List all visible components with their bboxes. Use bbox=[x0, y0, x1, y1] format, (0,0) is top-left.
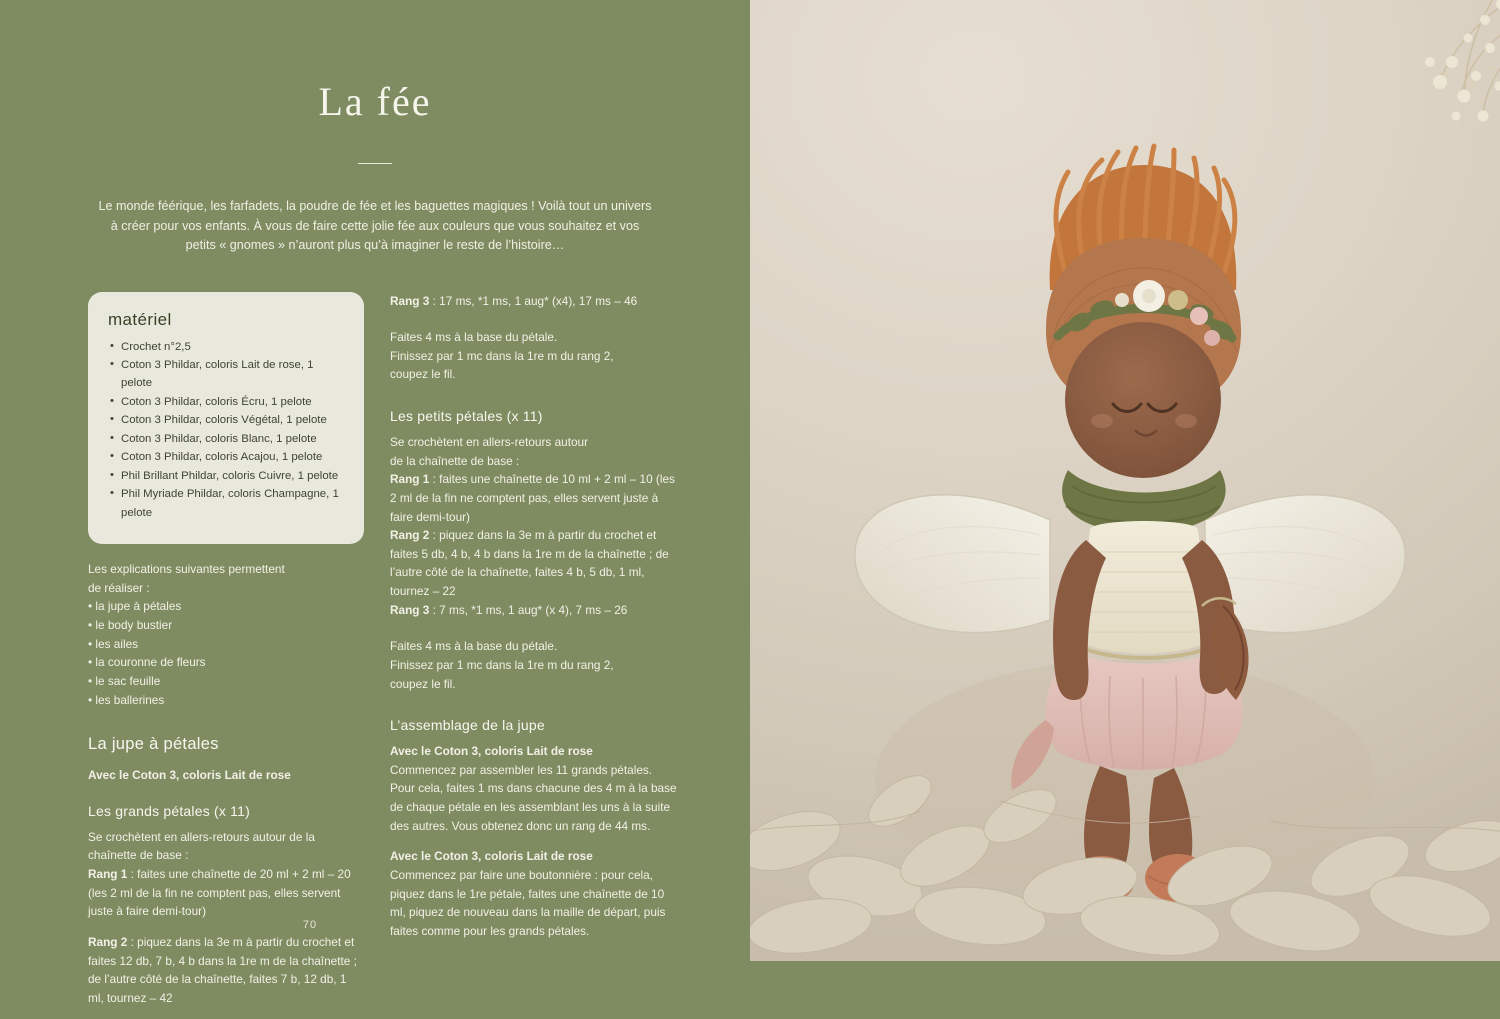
rang-text: : 17 ms, *1 ms, 1 aug* (x4), 17 ms – 46 bbox=[429, 294, 637, 308]
finish-line-2: Finissez par 1 mc dans la 1re m du rang 2, bbox=[390, 347, 680, 366]
list-item: • Coton 3 Phildar, coloris Blanc, 1 pelote bbox=[108, 430, 344, 448]
skirt-yarn-note: Avec le Coton 3, coloris Lait de rose bbox=[88, 766, 364, 785]
intro-paragraph: Le monde féérique, les farfadets, la poudre de fée et les baguettes magiques ! Voilà tout un univers à créer pour vos enfants. À vous de faire cette jolie fée aux couleurs que vous souhaitez et vos petits « gnomes » n’auront plus qu’à imaginer le reste de l’histoire… bbox=[95, 197, 655, 256]
rang-label: Rang 2 bbox=[390, 528, 429, 542]
subsection-heading-assembly: L’assemblage de la jupe bbox=[390, 717, 680, 733]
explanations-intro-line-1: Les explications suivantes permettent bbox=[88, 560, 364, 579]
assembly-yarn-note-2: Avec le Coton 3, coloris Lait de rose bbox=[390, 847, 680, 866]
subsection-heading-big-petals: Les grands pétales (x 11) bbox=[88, 803, 364, 819]
finish-block-1 bbox=[390, 328, 680, 384]
rang-label: Rang 3 bbox=[390, 294, 429, 308]
explanations-block bbox=[88, 560, 364, 709]
rang-label: Rang 1 bbox=[88, 867, 127, 881]
explanations-list bbox=[88, 597, 364, 709]
assembly-text-1: Commencez par assembler les 11 grands pétales. Pour cela, faites 1 ms dans chacune des 4 m à la base de chaque pétale en les assemblant les uns à la suite des autres. Vous obtenez donc un rang de 44 ms. bbox=[390, 761, 680, 836]
rang-text: : faites une chaînette de 10 ml + 2 ml – 10 (les 2 ml de la fin ne comptent pas, elles servent juste à faire demi-tour) bbox=[390, 472, 675, 523]
doll-face bbox=[1065, 322, 1221, 478]
material-heading: matériel bbox=[108, 310, 344, 330]
subsection-heading-small-petals: Les petits pétales (x 11) bbox=[390, 408, 680, 424]
finish-line-1: Faites 4 ms à la base du pétale. bbox=[390, 328, 680, 347]
list-item: • les ballerines bbox=[88, 691, 364, 710]
assembly-yarn-note-1: Avec le Coton 3, coloris Lait de rose bbox=[390, 742, 680, 761]
list-item: • la jupe à pétales bbox=[88, 597, 364, 616]
page-number-wrap bbox=[0, 919, 750, 931]
explanations-intro-line-2: de réaliser : bbox=[88, 579, 364, 598]
big-petals-intro-line-1: Se crochètent en allers-retours autour de la bbox=[88, 828, 364, 847]
list-item: • Coton 3 Phildar, coloris Écru, 1 pelote bbox=[108, 393, 344, 411]
bodice bbox=[1076, 521, 1212, 654]
rang-text: : faites une chaînette de 20 ml + 2 ml – 20 (les 2 ml de la fin ne comptent pas, elles servent juste à faire demi-tour) bbox=[88, 867, 351, 918]
column-left bbox=[88, 292, 364, 1019]
small-petals-rang-2 bbox=[390, 526, 680, 601]
dried-leaves-pile bbox=[750, 681, 1500, 961]
list-item: • le body bustier bbox=[88, 616, 364, 635]
rang-label: Rang 1 bbox=[390, 472, 429, 486]
list-item: • Coton 3 Phildar, coloris Végétal, 1 pelote bbox=[108, 411, 344, 429]
title-divider bbox=[358, 163, 392, 164]
finish-line-3: coupez le fil. bbox=[390, 675, 680, 694]
rang-label: Rang 3 bbox=[390, 603, 429, 617]
list-item: • la couronne de fleurs bbox=[88, 653, 364, 672]
left-page bbox=[0, 0, 750, 961]
rang3-big-petals bbox=[390, 292, 680, 311]
small-petals-rang-3 bbox=[390, 601, 680, 620]
finish-line-3: coupez le fil. bbox=[390, 365, 680, 384]
section-heading-skirt: La jupe à pétales bbox=[88, 735, 364, 754]
list-item: • Phil Myriade Phildar, coloris Champagne, 1 pelote bbox=[108, 485, 344, 522]
finish-line-2: Finissez par 1 mc dans la 1re m du rang 2, bbox=[390, 656, 680, 675]
rang-text: : piquez dans la 3e m à partir du crochet et faites 5 db, 4 b, 4 b dans la 1re m de la chaînette ; de l’autre côté de la chaînette, faites 4 b, 5 db, 1 ml, tournez – 22 bbox=[390, 528, 669, 598]
list-item: • Phil Brillant Phildar, coloris Cuivre, 1 pelote bbox=[108, 467, 344, 485]
material-list bbox=[108, 338, 344, 523]
rang-label: Rang 2 bbox=[88, 935, 127, 949]
big-petals-body bbox=[88, 828, 364, 1008]
page-number: 70 bbox=[303, 919, 317, 931]
finish-block-2 bbox=[390, 637, 680, 693]
rang-text: : 7 ms, *1 ms, 1 aug* (x 4), 7 ms – 26 bbox=[429, 603, 627, 617]
text-columns bbox=[0, 292, 750, 1019]
small-petals-body bbox=[390, 433, 680, 619]
big-petals-rang-2 bbox=[88, 933, 364, 1008]
right-page-photo bbox=[750, 0, 1500, 961]
small-petals-intro-line-1: Se crochètent en allers-retours autour bbox=[390, 433, 680, 452]
big-petals-rang-1 bbox=[88, 865, 364, 921]
column-right bbox=[390, 292, 680, 1019]
page-title: La fée bbox=[0, 0, 750, 125]
list-item: • le sac feuille bbox=[88, 672, 364, 691]
list-item: • Crochet n°2,5 bbox=[108, 338, 344, 356]
assembly-text-2: Commencez par faire une boutonnière : pour cela, piquez dans le 1re pétale, faites une chaînette de 10 ml, piquez de nouveau dans la maille de départ, puis faites comme pour les grands pétales. bbox=[390, 866, 680, 941]
rang-text: : piquez dans la 3e m à partir du crochet et faites 12 db, 7 b, 4 b dans la 1re m de la chaînette ; de l’autre côté de la chaînette, faites 7 b, 12 db, 1 ml, tournez – 42 bbox=[88, 935, 357, 1005]
list-item: • Coton 3 Phildar, coloris Lait de rose, 1 pelote bbox=[108, 356, 344, 393]
material-card bbox=[88, 292, 364, 545]
small-petals-rang-1 bbox=[390, 470, 680, 526]
finish-line-1: Faites 4 ms à la base du pétale. bbox=[390, 637, 680, 656]
assembly-block-1 bbox=[390, 742, 680, 835]
big-petals-intro-line-2: chaînette de base : bbox=[88, 846, 364, 865]
list-item: • Coton 3 Phildar, coloris Acajou, 1 pelote bbox=[108, 448, 344, 466]
small-petals-intro-line-2: de la chaînette de base : bbox=[390, 452, 680, 471]
list-item: • les ailes bbox=[88, 635, 364, 654]
